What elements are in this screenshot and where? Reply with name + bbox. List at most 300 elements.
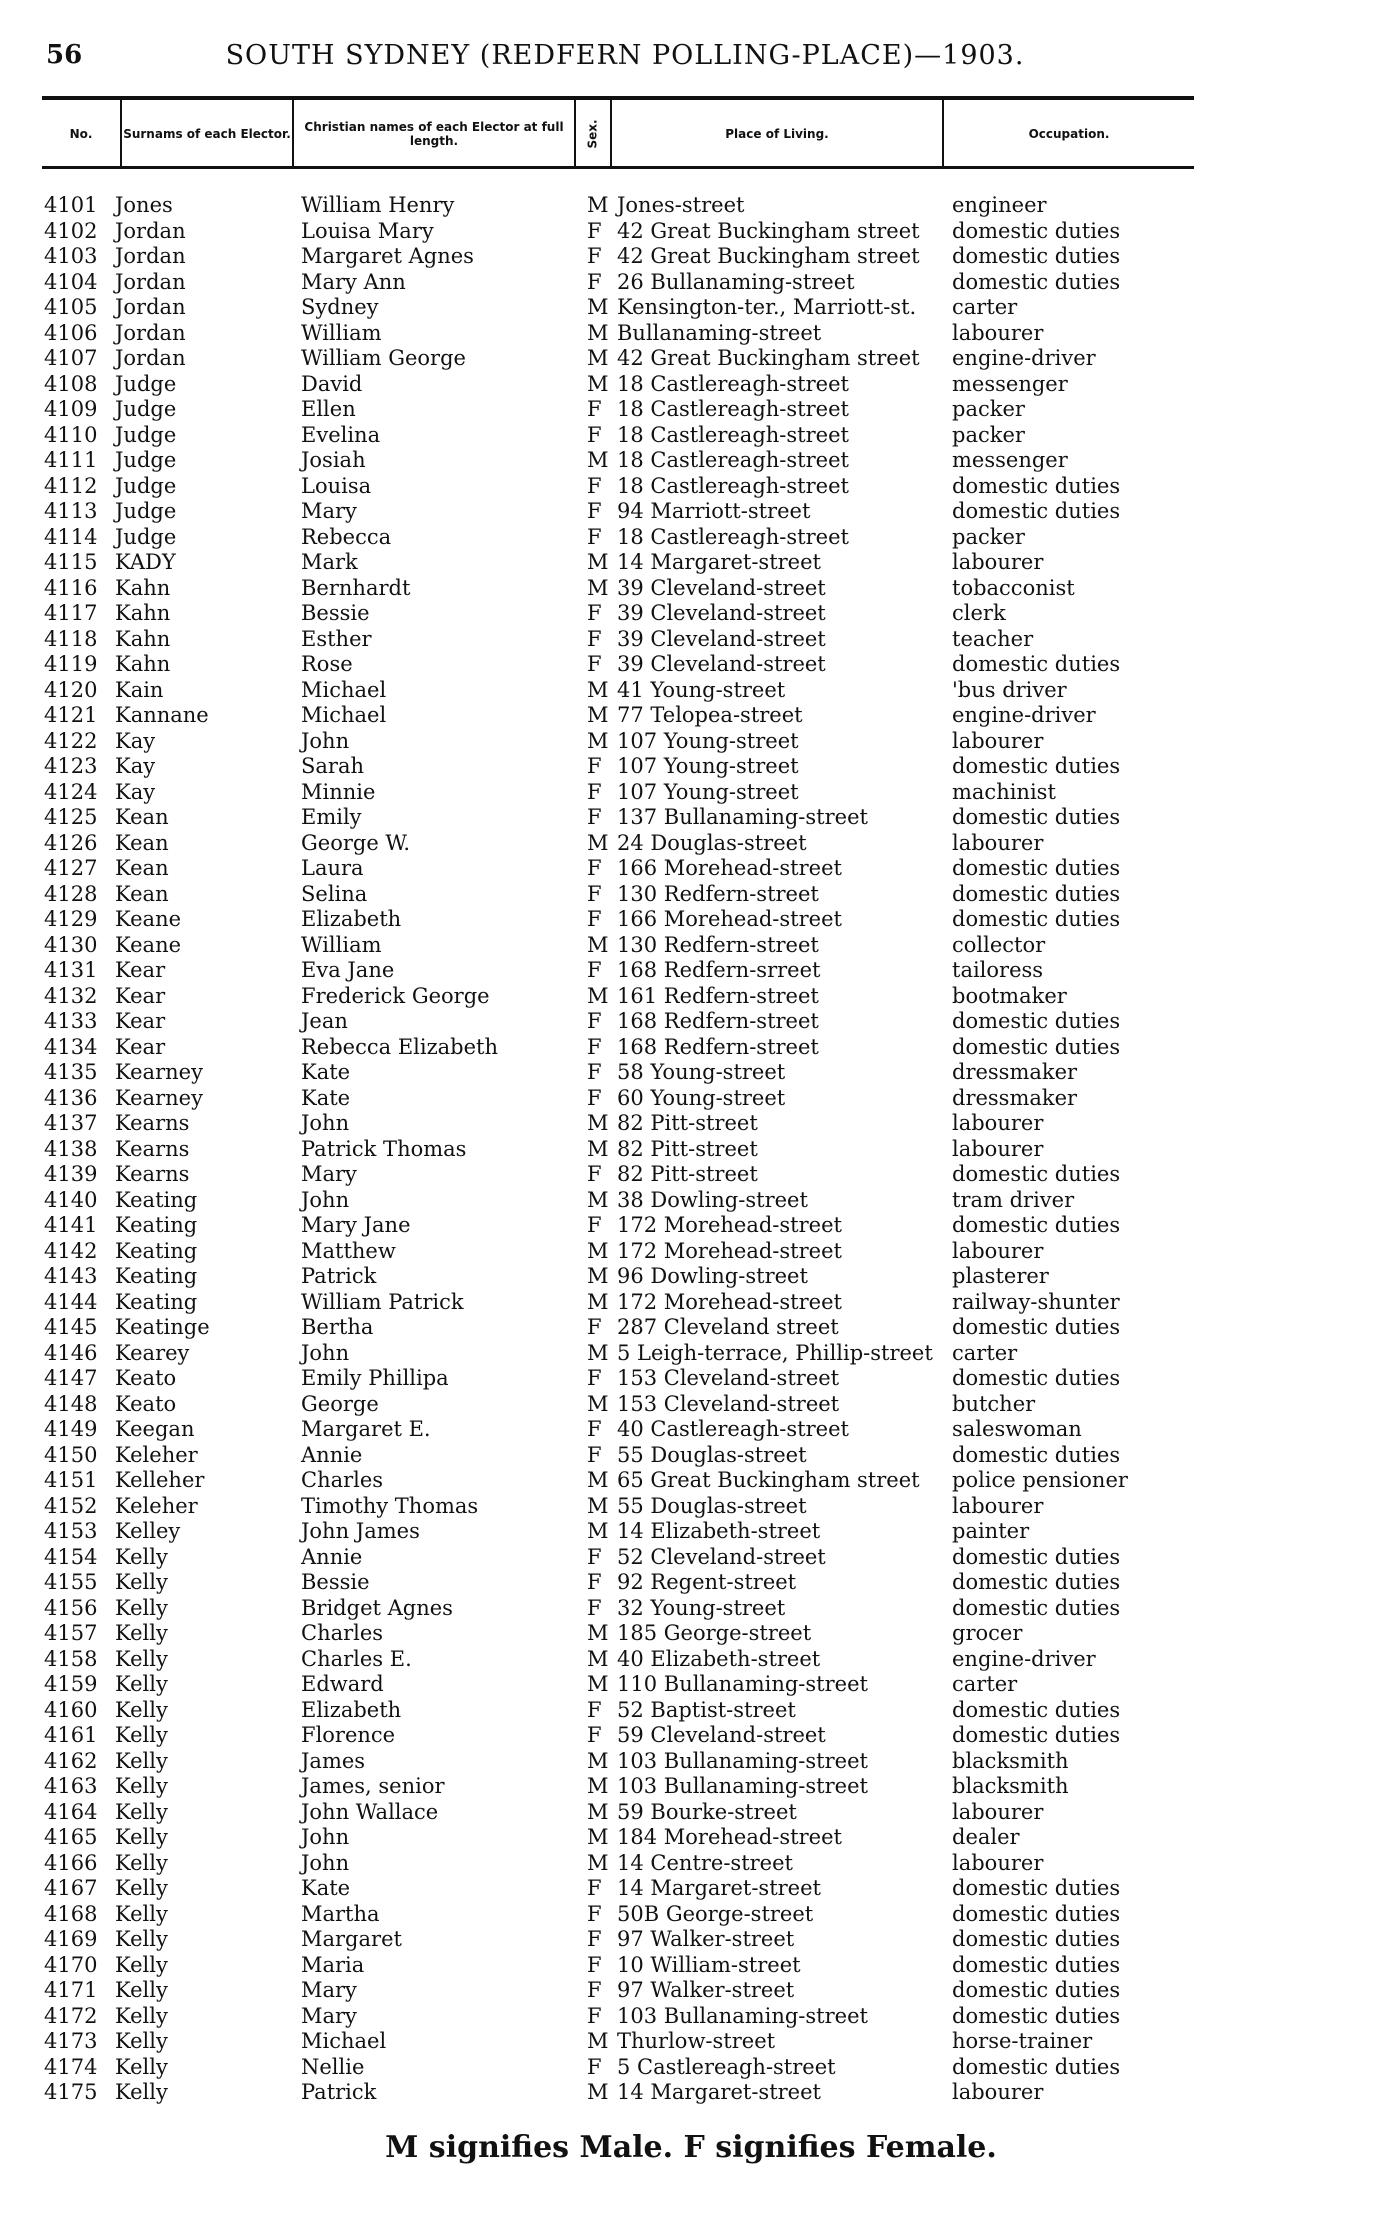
elector-number: 4122	[44, 728, 98, 753]
elector-sex: M	[587, 1187, 609, 1212]
elector-number: 4116	[44, 575, 98, 600]
table-row	[0, 1111, 1382, 1137]
elector-place-of-living: 18 Castlereagh-street	[617, 371, 849, 396]
table-row	[0, 244, 1382, 270]
elector-surname: Kannane	[115, 703, 209, 727]
elector-surname: Keating	[115, 1238, 198, 1263]
elector-occupation: domestic duties	[952, 1034, 1121, 1059]
elector-occupation: domestic duties	[952, 1162, 1121, 1186]
elector-sex: M	[587, 550, 609, 574]
elector-occupation: labourer	[952, 2080, 1044, 2104]
elector-number: 4168	[44, 1901, 98, 1926]
elector-surname: Jordan	[115, 320, 186, 345]
elector-occupation: dressmaker	[952, 1085, 1078, 1110]
elector-surname: Kelly	[115, 2080, 168, 2104]
elector-place-of-living: 5 Castlereagh-street	[617, 2054, 836, 2079]
elector-occupation: labourer	[952, 1799, 1044, 1824]
elector-christian-names: John	[301, 1187, 350, 1212]
elector-surname: Kearey	[115, 1340, 190, 1365]
table-row	[0, 1494, 1382, 1520]
elector-surname: Kelly	[115, 1978, 168, 2002]
elector-place-of-living: 26 Bullanaming-street	[617, 269, 855, 294]
elector-christian-names: Edward	[301, 1672, 384, 1696]
elector-christian-names: Charles E.	[301, 1646, 412, 1671]
table-row	[0, 1443, 1382, 1469]
elector-surname: Judge	[115, 524, 177, 549]
elector-sex: M	[587, 703, 609, 727]
elector-surname: Judge	[115, 397, 177, 421]
elector-number: 4132	[44, 983, 98, 1008]
elector-occupation: grocer	[952, 1621, 1023, 1645]
elector-christian-names: Kate	[301, 1085, 351, 1110]
elector-place-of-living: 14 Elizabeth-street	[617, 1519, 821, 1543]
elector-number: 4112	[44, 473, 98, 498]
elector-christian-names: Patrick Thomas	[301, 1136, 467, 1161]
elector-place-of-living: 94 Marriott-street	[617, 499, 811, 523]
elector-number: 4157	[44, 1621, 98, 1645]
elector-sex: M	[587, 1825, 609, 1849]
col-header-christian: Christian names of each Elector at full length.	[304, 120, 564, 148]
elector-occupation: dressmaker	[952, 1060, 1078, 1084]
elector-number: 4101	[44, 193, 98, 217]
elector-occupation: 'bus driver	[952, 677, 1067, 702]
elector-surname: Kean	[115, 881, 169, 906]
elector-christian-names: Annie	[301, 1442, 363, 1467]
elector-place-of-living: 92 Regent-street	[617, 1570, 797, 1594]
table-row	[0, 1698, 1382, 1724]
table-row	[0, 1290, 1382, 1316]
elector-sex: F	[587, 1544, 602, 1569]
elector-sex: F	[587, 1009, 602, 1033]
table-row	[0, 729, 1382, 755]
elector-sex: M	[587, 830, 609, 855]
table-row	[0, 1341, 1382, 1367]
elector-sex: M	[587, 1391, 609, 1416]
elector-place-of-living: 97 Walker-street	[617, 1978, 795, 2002]
elector-surname: Kelly	[115, 1697, 168, 1722]
table-row	[0, 474, 1382, 500]
elector-occupation: domestic duties	[952, 881, 1121, 906]
elector-christian-names: Martha	[301, 1901, 380, 1926]
elector-surname: Keating	[115, 1264, 198, 1288]
elector-number: 4167	[44, 1876, 98, 1900]
elector-place-of-living: 42 Great Buckingham street	[617, 244, 920, 268]
elector-christian-names: Margaret	[301, 1927, 402, 1951]
elector-number: 4117	[44, 601, 98, 625]
elector-surname: Keato	[115, 1391, 177, 1416]
elector-occupation: tram driver	[952, 1187, 1075, 1212]
table-row	[0, 856, 1382, 882]
elector-sex: M	[587, 1519, 609, 1543]
elector-place-of-living: 184 Morehead-street	[617, 1825, 842, 1849]
elector-place-of-living: 168 Redfern-street	[617, 1034, 819, 1059]
elector-surname: Kelly	[115, 1825, 168, 1849]
elector-sex: M	[587, 1264, 609, 1288]
table-row	[0, 1851, 1382, 1877]
table-row	[0, 1927, 1382, 1953]
table-row	[0, 1060, 1382, 1086]
elector-number: 4121	[44, 703, 98, 727]
header-bottom-rule	[42, 166, 1194, 169]
elector-sex: F	[587, 856, 602, 880]
elector-sex: F	[587, 1901, 602, 1926]
elector-occupation: police pensioner	[952, 1468, 1128, 1492]
elector-place-of-living: Jones-street	[617, 193, 745, 217]
elector-sex: F	[587, 1442, 602, 1467]
elector-occupation: labourer	[952, 1238, 1044, 1263]
elector-sex: F	[587, 958, 602, 982]
elector-occupation: machinist	[952, 779, 1056, 804]
table-row	[0, 1086, 1382, 1112]
table-row	[0, 805, 1382, 831]
elector-place-of-living: 82 Pitt-street	[617, 1136, 758, 1161]
elector-sex: F	[587, 1570, 602, 1594]
elector-occupation: blacksmith	[952, 1774, 1069, 1798]
table-row	[0, 652, 1382, 678]
elector-place-of-living: 39 Cleveland-street	[617, 601, 826, 625]
elector-christian-names: Josiah	[301, 448, 366, 472]
elector-sex: F	[587, 218, 602, 243]
elector-surname: Kelly	[115, 1799, 168, 1824]
elector-surname: Kearns	[115, 1111, 190, 1135]
elector-sex: F	[587, 244, 602, 268]
elector-number: 4125	[44, 805, 98, 829]
elector-place-of-living: 59 Bourke-street	[617, 1799, 797, 1824]
elector-christian-names: James	[301, 1748, 366, 1773]
elector-surname: Kean	[115, 830, 169, 855]
elector-place-of-living: 168 Redfern-street	[617, 1009, 819, 1033]
elector-christian-names: Nellie	[301, 2054, 365, 2079]
col-header-place: Place of Living.	[725, 127, 829, 141]
elector-occupation: plasterer	[952, 1264, 1049, 1288]
elector-christian-names: Matthew	[301, 1238, 396, 1263]
elector-number: 4133	[44, 1009, 98, 1033]
elector-christian-names: Mary	[301, 2003, 357, 2028]
table-row	[0, 1315, 1382, 1341]
elector-surname: Kearns	[115, 1136, 190, 1161]
elector-surname: Jordan	[115, 244, 186, 268]
elector-place-of-living: 50B George-street	[617, 1901, 814, 1926]
elector-number: 4166	[44, 1850, 98, 1875]
table-row	[0, 627, 1382, 653]
elector-occupation: tobacconist	[952, 575, 1075, 600]
table-row	[0, 1392, 1382, 1418]
elector-sex: M	[587, 193, 609, 217]
elector-surname: Keating	[115, 1187, 198, 1212]
elector-christian-names: George W.	[301, 830, 411, 855]
elector-number: 4140	[44, 1187, 98, 1212]
elector-surname: Kelly	[115, 1570, 168, 1594]
elector-surname: Kear	[115, 1009, 166, 1033]
elector-surname: Kelly	[115, 1672, 168, 1696]
elector-christian-names: William George	[301, 346, 466, 370]
elector-occupation: domestic duties	[952, 1442, 1121, 1467]
elector-number: 4153	[44, 1519, 98, 1543]
elector-place-of-living: 55 Douglas-street	[617, 1493, 807, 1518]
elector-place-of-living: 172 Morehead-street	[617, 1289, 842, 1314]
elector-place-of-living: 32 Young-street	[617, 1595, 786, 1620]
elector-surname: Kelly	[115, 1952, 168, 1977]
elector-surname: Kelly	[115, 1723, 168, 1747]
elector-number: 4128	[44, 881, 98, 906]
elector-occupation: domestic duties	[952, 1952, 1121, 1977]
table-row	[0, 1953, 1382, 1979]
elector-number: 4174	[44, 2054, 98, 2079]
table-row	[0, 1978, 1382, 2004]
elector-occupation: carter	[952, 1672, 1018, 1696]
elector-sex: F	[587, 1060, 602, 1084]
elector-number: 4165	[44, 1825, 98, 1849]
elector-place-of-living: 168 Redfern-srreet	[617, 958, 821, 982]
elector-occupation: domestic duties	[952, 1927, 1121, 1951]
elector-surname: Keane	[115, 932, 182, 957]
elector-place-of-living: 14 Margaret-street	[617, 550, 821, 574]
elector-place-of-living: 10 William-street	[617, 1952, 801, 1977]
elector-number: 4162	[44, 1748, 98, 1773]
elector-occupation: painter	[952, 1519, 1030, 1543]
elector-surname: Kean	[115, 805, 169, 829]
elector-number: 4147	[44, 1366, 98, 1390]
elector-surname: Jordan	[115, 218, 186, 243]
elector-number: 4154	[44, 1544, 98, 1569]
elector-christian-names: William Patrick	[301, 1289, 464, 1314]
elector-sex: M	[587, 2029, 609, 2053]
col-header-surname: Surnams of each Elector.	[123, 127, 291, 141]
elector-place-of-living: 40 Elizabeth-street	[617, 1646, 821, 1671]
elector-surname: Kelly	[115, 1544, 168, 1569]
elector-number: 4160	[44, 1697, 98, 1722]
table-row	[0, 499, 1382, 525]
elector-occupation: carter	[952, 295, 1018, 319]
elector-number: 4114	[44, 524, 98, 549]
elector-surname: Keleher	[115, 1442, 198, 1467]
elector-occupation: domestic duties	[952, 1544, 1121, 1569]
elector-occupation: bootmaker	[952, 983, 1067, 1008]
elector-christian-names: Ellen	[301, 397, 356, 421]
elector-place-of-living: 166 Morehead-street	[617, 907, 842, 931]
elector-sex: F	[587, 754, 602, 778]
elector-sex: F	[587, 2054, 602, 2079]
elector-christian-names: John	[301, 1111, 350, 1135]
elector-place-of-living: Thurlow-street	[617, 2029, 776, 2053]
table-row	[0, 2029, 1382, 2055]
elector-christian-names: Florence	[301, 1723, 396, 1747]
elector-place-of-living: 82 Pitt-street	[617, 1162, 758, 1186]
elector-christian-names: David	[301, 371, 363, 396]
elector-sex: F	[587, 1978, 602, 2002]
elector-surname: Kelleher	[115, 1468, 205, 1492]
elector-surname: Kearns	[115, 1162, 190, 1186]
elector-number: 4131	[44, 958, 98, 982]
elector-surname: Kelly	[115, 1748, 168, 1773]
elector-number: 4130	[44, 932, 98, 957]
table-row	[0, 1774, 1382, 1800]
elector-number: 4111	[44, 448, 98, 472]
elector-sex: F	[587, 1417, 602, 1441]
elector-sex: M	[587, 1340, 609, 1365]
elector-surname: Keane	[115, 907, 182, 931]
table-row	[0, 882, 1382, 908]
elector-occupation: domestic duties	[952, 218, 1121, 243]
table-row	[0, 1647, 1382, 1673]
elector-number: 4144	[44, 1289, 98, 1314]
table-row	[0, 372, 1382, 398]
elector-place-of-living: 24 Douglas-street	[617, 830, 807, 855]
elector-christian-names: Kate	[301, 1876, 351, 1900]
elector-sex: F	[587, 1366, 602, 1390]
elector-christian-names: Rebecca Elizabeth	[301, 1034, 499, 1059]
table-row	[0, 1009, 1382, 1035]
elector-sex: M	[587, 983, 609, 1008]
elector-surname: Kay	[115, 728, 156, 753]
elector-place-of-living: 14 Margaret-street	[617, 2080, 821, 2104]
elector-occupation: domestic duties	[952, 1876, 1121, 1900]
elector-place-of-living: 60 Young-street	[617, 1085, 786, 1110]
elector-number: 4143	[44, 1264, 98, 1288]
elector-place-of-living: 42 Great Buckingham street	[617, 346, 920, 370]
elector-sex: F	[587, 1034, 602, 1059]
elector-number: 4175	[44, 2080, 98, 2104]
elector-sex: M	[587, 1799, 609, 1824]
elector-sex: F	[587, 1213, 602, 1237]
elector-occupation: butcher	[952, 1391, 1036, 1416]
elector-number: 4150	[44, 1442, 98, 1467]
elector-number: 4138	[44, 1136, 98, 1161]
table-row	[0, 678, 1382, 704]
elector-sex: F	[587, 524, 602, 549]
elector-christian-names: Charles	[301, 1621, 384, 1645]
elector-christian-names: Michael	[301, 2029, 387, 2053]
elector-occupation: domestic duties	[952, 1595, 1121, 1620]
elector-number: 4171	[44, 1978, 98, 2002]
elector-christian-names: John Wallace	[301, 1799, 439, 1824]
elector-occupation: labourer	[952, 550, 1044, 574]
elector-sex: M	[587, 1774, 609, 1798]
table-row	[0, 1188, 1382, 1214]
elector-number: 4113	[44, 499, 98, 523]
elector-surname: Kahn	[115, 575, 171, 600]
elector-surname: KADY	[115, 550, 176, 574]
elector-place-of-living: 39 Cleveland-street	[617, 652, 826, 676]
elector-occupation: carter	[952, 1340, 1018, 1365]
col-header-sex: Sex.	[586, 119, 600, 149]
elector-occupation: engineer	[952, 193, 1047, 217]
elector-sex: F	[587, 473, 602, 498]
elector-christian-names: John	[301, 1825, 350, 1849]
elector-place-of-living: 161 Redfern-street	[617, 983, 819, 1008]
elector-christian-names: Selina	[301, 881, 368, 906]
table-row	[0, 576, 1382, 602]
elector-occupation: engine-driver	[952, 1646, 1096, 1671]
elector-occupation: domestic duties	[952, 1723, 1121, 1747]
elector-sex: M	[587, 1289, 609, 1314]
elector-christian-names: Emily Phillipa	[301, 1366, 449, 1390]
elector-christian-names: Charles	[301, 1468, 384, 1492]
elector-surname: Jordan	[115, 295, 186, 319]
elector-number: 4148	[44, 1391, 98, 1416]
elector-place-of-living: 137 Bullanaming-street	[617, 805, 868, 829]
elector-number: 4137	[44, 1111, 98, 1135]
elector-surname: Kear	[115, 983, 166, 1008]
elector-number: 4126	[44, 830, 98, 855]
elector-sex: M	[587, 728, 609, 753]
col-header-no: No.	[69, 127, 93, 141]
elector-sex: M	[587, 932, 609, 957]
elector-christian-names: Mary Ann	[301, 269, 406, 294]
elector-occupation: labourer	[952, 728, 1044, 753]
elector-occupation: clerk	[952, 601, 1006, 625]
elector-place-of-living: 96 Dowling-street	[617, 1264, 808, 1288]
elector-occupation: labourer	[952, 1850, 1044, 1875]
elector-christian-names: Michael	[301, 677, 387, 702]
elector-christian-names: Frederick George	[301, 983, 490, 1008]
elector-number: 4156	[44, 1595, 98, 1620]
elector-occupation: domestic duties	[952, 1697, 1121, 1722]
elector-sex: F	[587, 805, 602, 829]
elector-sex: F	[587, 626, 602, 651]
elector-christian-names: Jean	[301, 1009, 348, 1033]
elector-number: 4169	[44, 1927, 98, 1951]
table-row	[0, 2004, 1382, 2030]
elector-sex: F	[587, 779, 602, 804]
elector-christian-names: Louisa Mary	[301, 218, 434, 243]
table-row	[0, 193, 1382, 219]
elector-place-of-living: 153 Cleveland-street	[617, 1366, 840, 1390]
elector-sex: F	[587, 397, 602, 421]
table-row	[0, 346, 1382, 372]
elector-place-of-living: 5 Leigh-terrace, Phillip-street	[617, 1340, 933, 1365]
elector-christian-names: John	[301, 728, 350, 753]
elector-christian-names: Timothy Thomas	[301, 1493, 479, 1518]
table-row	[0, 1213, 1382, 1239]
elector-sex: M	[587, 295, 609, 319]
elector-occupation: teacher	[952, 626, 1034, 651]
elector-place-of-living: 14 Margaret-street	[617, 1876, 821, 1900]
elector-number: 4127	[44, 856, 98, 880]
elector-place-of-living: 130 Redfern-street	[617, 881, 819, 906]
elector-surname: Kelly	[115, 1850, 168, 1875]
elector-surname: Kelly	[115, 2029, 168, 2053]
elector-christian-names: Bessie	[301, 1570, 370, 1594]
table-row	[0, 423, 1382, 449]
elector-occupation: domestic duties	[952, 754, 1121, 778]
elector-occupation: engine-driver	[952, 346, 1096, 370]
elector-sex: F	[587, 1697, 602, 1722]
elector-surname: Kahn	[115, 601, 171, 625]
sex-legend: M signifies Male. F signifies Female.	[385, 2130, 997, 2165]
table-row	[0, 1035, 1382, 1061]
elector-place-of-living: 52 Cleveland-street	[617, 1544, 826, 1569]
elector-number: 4107	[44, 346, 98, 370]
page-number: 56	[46, 40, 83, 70]
elector-number: 4115	[44, 550, 98, 574]
elector-christian-names: Esther	[301, 626, 372, 651]
elector-christian-names: Mark	[301, 550, 358, 574]
elector-sex: F	[587, 2003, 602, 2028]
elector-christian-names: Bernhardt	[301, 575, 411, 600]
elector-occupation: labourer	[952, 1136, 1044, 1161]
elector-place-of-living: 18 Castlereagh-street	[617, 422, 849, 447]
elector-occupation: messenger	[952, 371, 1068, 396]
elector-christian-names: Mary Jane	[301, 1213, 411, 1237]
elector-place-of-living: 107 Young-street	[617, 779, 799, 804]
elector-christian-names: Elizabeth	[301, 907, 402, 931]
elector-place-of-living: 42 Great Buckingham street	[617, 218, 920, 243]
elector-number: 4158	[44, 1646, 98, 1671]
elector-sex: F	[587, 269, 602, 294]
elector-place-of-living: 18 Castlereagh-street	[617, 473, 849, 498]
table-row	[0, 1800, 1382, 1826]
